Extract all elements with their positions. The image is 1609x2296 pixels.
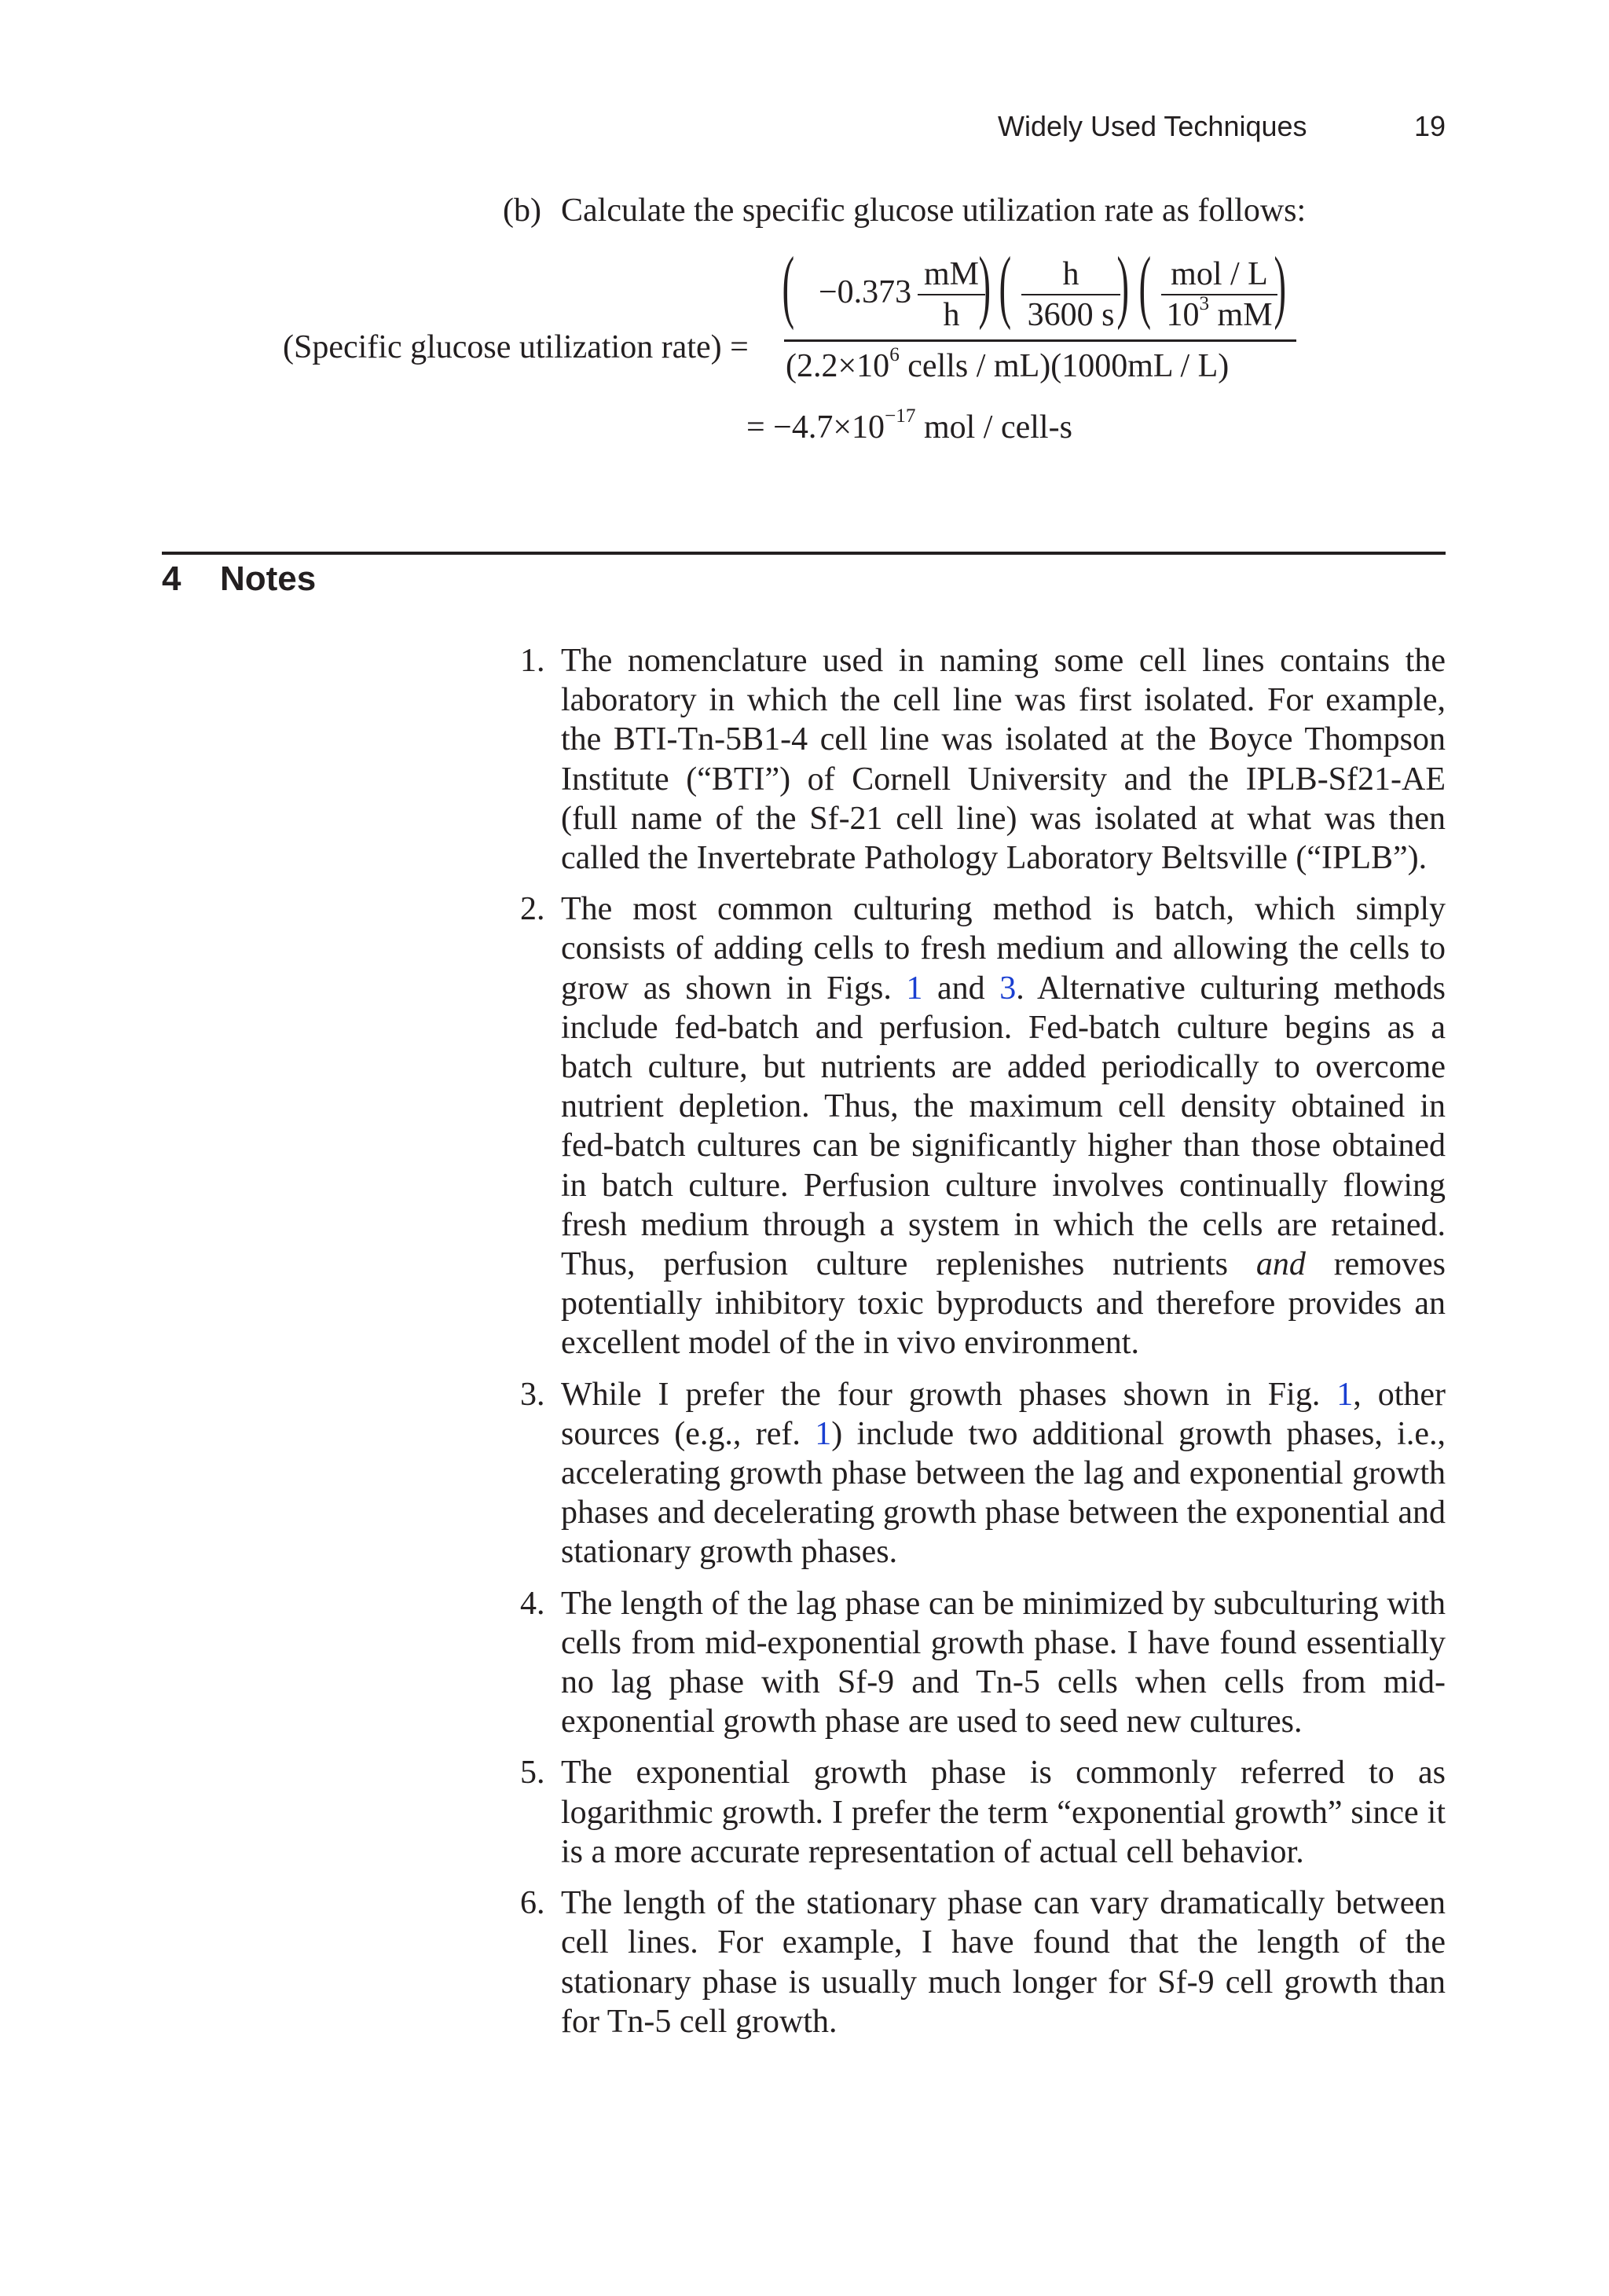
note-text-part: , other sources (e.g., ref. xyxy=(561,1376,1446,1452)
note-text-part: removes potentially inhibitory toxic byproducts and therefore provides an excellent model of the in vivo environment. xyxy=(561,1246,1446,1362)
note-text: The nomenclature used in naming some cell lines contains the laboratory in which the cell line was first isolated. For example, the BTI-Tn-5B1-4 cell line was isolated at the Boyce Thompson Institute (“BTI”) of Cornell University and the IPLB-Sf21-AE (full name of the Sf-21 cell line) was isolated at what was then called the Invertebrate Pathology Laboratory Beltsville (“IPLB”). xyxy=(561,643,1446,877)
figure-link[interactable]: 1 xyxy=(1336,1376,1354,1413)
paren-open: ( xyxy=(999,240,1012,331)
note-text: The length of the lag phase can be minimized by subculturing with cells from mid-exponential growth phase. I have found essentially no lag phase with Sf-9 and Tn-5 cells when cells from mid-exponential growth phase are used to seed new cultures. xyxy=(561,1585,1446,1740)
note-item xyxy=(503,1584,1446,1742)
paren-close: ) xyxy=(1116,240,1130,331)
note-item xyxy=(503,1375,1446,1572)
fraction-1-top: mM xyxy=(918,255,985,295)
denominator-part-1-base: (2.2×10 xyxy=(786,348,890,384)
fraction-2-top: h xyxy=(1021,255,1120,295)
fraction-2-bottom: 3600 s xyxy=(1027,297,1115,333)
paren-open: ( xyxy=(1138,240,1152,331)
reference-link[interactable]: 1 xyxy=(815,1415,832,1452)
step-b-label: (b) xyxy=(503,193,541,229)
note-number: 5. xyxy=(520,1755,545,1792)
glucose-rate-equation xyxy=(0,240,1609,456)
emphasis-text: and xyxy=(1255,1246,1306,1283)
section-rule xyxy=(162,552,1446,555)
note-text-part: . Alternative culturing methods include fed-batch and perfusion. Fed-batch culture begins as a batch culture, but nutrients are added periodically to overcome nutrient depletion. Thus, the maximum cell density obtained in fed-batch cultures can be significantly higher than those obtained in batch culture. Perfusion culture involves continually flowing fresh medium through a system in which the cells are retained. Thus, perfusion culture replenishes nutrients xyxy=(561,970,1446,1283)
note-item xyxy=(503,1883,1446,2041)
result-unit: mol / cell-s xyxy=(915,409,1072,446)
note-number: 2. xyxy=(520,891,545,928)
section-number: 4 xyxy=(162,559,181,598)
fraction-3-exponent: 3 xyxy=(1199,292,1210,314)
running-head xyxy=(998,110,1446,149)
result-exponent: −17 xyxy=(885,405,916,427)
denominator-part-1 xyxy=(786,343,1051,384)
figure-link[interactable]: 1 xyxy=(906,970,923,1007)
denominator-part-1-exponent: 6 xyxy=(889,343,900,365)
denominator-part-2: (1000mL / L) xyxy=(1050,348,1230,384)
note-text xyxy=(561,891,1446,1361)
figure-link[interactable]: 3 xyxy=(999,970,1017,1007)
step-b xyxy=(503,192,1446,229)
denominator-part-1-unit: cells / mL) xyxy=(899,348,1051,384)
section-heading xyxy=(162,559,316,599)
note-item xyxy=(503,641,1446,878)
page-number: 19 xyxy=(1413,110,1446,142)
note-number: 6. xyxy=(520,1885,545,1922)
fraction-3-base: 10 xyxy=(1166,297,1200,333)
note-number: 4. xyxy=(520,1585,545,1622)
equation-lhs: (Specific glucose utilization rate) = xyxy=(283,329,749,365)
fraction-3-top: mol / L xyxy=(1161,255,1277,295)
note-text-part: ) include two additional growth phases, i.e., accelerating growth phase between the lag and exponential growth phases and decelerating growth phase between the exponential and stationary growth phases. xyxy=(561,1415,1446,1571)
fraction-1-bottom: h xyxy=(943,297,960,333)
section-title: Notes xyxy=(220,559,317,598)
equation-result xyxy=(746,405,1072,446)
note-number: 1. xyxy=(520,643,545,679)
fraction-h-per-s xyxy=(1021,255,1120,335)
paren-close: ) xyxy=(978,240,991,331)
fraction-3-unit: mM xyxy=(1217,297,1273,333)
note-text-part: and xyxy=(922,970,1000,1007)
note-text-part: While I prefer the four growth phases shown in Fig. xyxy=(561,1376,1337,1413)
step-b-text: Calculate the specific glucose utilization rate as follows: xyxy=(561,193,1307,229)
result-base: = −4.7×10 xyxy=(746,409,885,446)
note-text xyxy=(561,1377,1446,1571)
fraction-3-bottom xyxy=(1161,292,1277,335)
note-text-part: The most common culturing method is batch, which simply consists of adding cells to fresh medium and allowing the cells to grow as shown in Figs. xyxy=(561,891,1446,1007)
fraction-mol-per-mm xyxy=(1161,255,1277,335)
note-item xyxy=(503,1753,1446,1872)
running-title: Widely Used Techniques xyxy=(998,110,1307,142)
numerator-coefficient: −0.373 xyxy=(819,274,912,310)
paren-open: ( xyxy=(782,240,795,331)
equation-denominator xyxy=(786,343,1230,385)
equation-numerator xyxy=(782,240,1296,338)
main-fraction-bar xyxy=(784,339,1296,342)
paren-close: ) xyxy=(1274,240,1287,331)
note-number: 3. xyxy=(520,1376,545,1413)
note-text: The exponential growth phase is commonly referred to as logarithmic growth. I prefer the term “exponential growth” since it is a more accurate representation of actual cell behavior. xyxy=(561,1755,1446,1870)
fraction-mm-per-h xyxy=(918,255,985,335)
notes-list xyxy=(503,641,1446,2053)
note-text: The length of the stationary phase can vary dramatically between cell lines. For example, I have found that the length of the stationary phase is usually much longer for Sf-9 cell growth than for Tn-5 cell growth. xyxy=(561,1885,1446,2040)
note-item xyxy=(503,889,1446,1363)
